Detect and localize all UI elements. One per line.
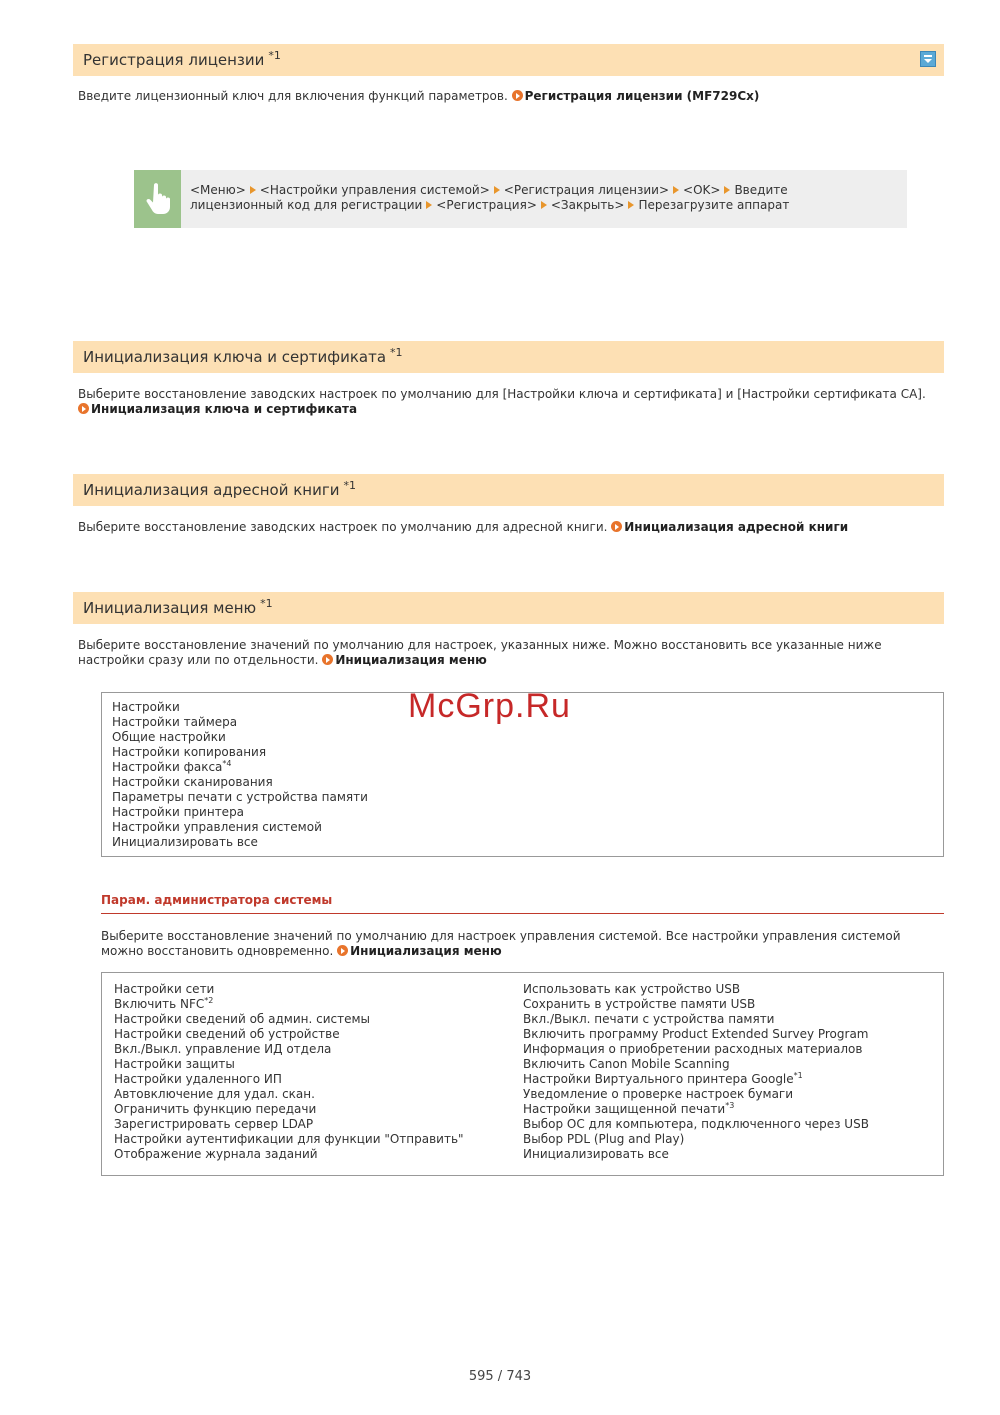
list-item (112, 730, 943, 745)
footnote-mark: *2 (204, 996, 214, 1005)
footnote-mark: *4 (222, 759, 232, 768)
list-item (523, 982, 869, 997)
list-item-label: Инициализировать все (112, 835, 258, 849)
page-separator: / (497, 1369, 503, 1384)
admin-description (101, 929, 944, 959)
list-item-label: Ограничить функцию передачи (114, 1102, 317, 1116)
list-item (114, 1087, 464, 1102)
list-item (523, 1012, 869, 1027)
arrow-icon (250, 186, 256, 194)
list-item (114, 1057, 464, 1072)
list-item-label: Настройки аутентификации для функции "Отправить" (114, 1132, 464, 1146)
description-text: Выберите восстановление заводских настроек по умолчанию для адресной книги. (78, 520, 608, 534)
list-item-label: Настройки принтера (112, 805, 245, 819)
arrow-icon (494, 186, 500, 194)
list-item-label: Настройки (112, 700, 180, 714)
list-item-label: Использовать как устройство USB (523, 982, 741, 996)
list-item-label: Настройки защищенной печати (523, 1102, 726, 1116)
license-description (78, 89, 759, 104)
operation-steps (190, 183, 890, 213)
list-item (114, 1027, 464, 1042)
list-item (112, 745, 943, 760)
link-arrow-icon (512, 90, 523, 101)
list-item (523, 1042, 869, 1057)
list-item (523, 1117, 869, 1132)
step-enter: Введите (734, 183, 788, 197)
description-text: настройки сразу или по отдельности. (78, 653, 319, 667)
section-header-key-cert[interactable] (73, 341, 944, 373)
list-item-label: Вкл./Выкл. управление ИД отдела (114, 1042, 332, 1056)
list-item-label: Включить NFC (114, 997, 205, 1011)
description-text: Выберите восстановление значений по умолчанию для настроек, указанных ниже. Можно восстановить все указанные ниже (78, 638, 882, 652)
list-item (523, 1102, 869, 1117)
list-item-label: Настройки управления системой (112, 820, 322, 834)
collapse-icon[interactable] (920, 51, 936, 67)
arrow-icon (426, 201, 432, 209)
step-enter-cont: лицензионный код для регистрации (190, 198, 423, 212)
list-item-label: Настройки факса (112, 760, 223, 774)
link-arrow-icon (337, 945, 348, 956)
admin-list-right-column (523, 982, 869, 1162)
key-cert-link[interactable]: Инициализация ключа и сертификата (91, 402, 358, 416)
list-item (523, 1027, 869, 1042)
list-item-label: Информация о приобретении расходных материалов (523, 1042, 863, 1056)
section-title: Регистрация лицензии (83, 51, 265, 69)
admin-list-left-column (114, 982, 464, 1162)
footnote-mark: *1 (793, 1071, 803, 1080)
section-title: Инициализация адресной книги (83, 481, 340, 499)
list-item (114, 1117, 464, 1132)
list-item-label: Настройки сканирования (112, 775, 273, 789)
list-item-label: Параметры печати с устройства памяти (112, 790, 368, 804)
list-item (523, 1087, 869, 1102)
current-page: 595 (468, 1369, 494, 1384)
address-book-link[interactable]: Инициализация адресной книги (624, 520, 849, 534)
list-item (523, 1147, 869, 1162)
step-license: <Регистрация лицензии> (503, 183, 670, 197)
list-item (114, 1012, 464, 1027)
list-item (112, 820, 943, 835)
list-item-label: Отображение журнала заданий (114, 1147, 318, 1161)
list-item (112, 760, 943, 775)
step-menu: <Меню> (190, 183, 246, 197)
arrow-icon (541, 201, 547, 209)
list-item (114, 1042, 464, 1057)
list-item (114, 1132, 464, 1147)
list-item-label: Инициализировать все (523, 1147, 669, 1161)
list-item (114, 997, 464, 1012)
list-item (114, 982, 464, 997)
admin-menu-link[interactable]: Инициализация меню (350, 944, 502, 958)
list-item-label: Настройки удаленного ИП (114, 1072, 282, 1086)
arrow-icon (628, 201, 634, 209)
footnote-mark: *1 (343, 479, 356, 492)
list-item-label: Автовключение для удал. скан. (114, 1087, 315, 1101)
section-header-address-book[interactable] (73, 474, 944, 506)
arrow-icon (724, 186, 730, 194)
watermark: McGrp.Ru (408, 687, 571, 725)
description-text: Выберите восстановление значений по умолчанию для настроек управления системой. Все настройки управления системой (101, 929, 901, 943)
admin-subheading: Парам. администратора системы (101, 893, 944, 914)
list-item (523, 997, 869, 1012)
list-item (114, 1072, 464, 1087)
admin-settings-list (101, 972, 944, 1176)
list-item-label: Уведомление о проверке настроек бумаги (523, 1087, 794, 1101)
list-item-label: Выбор ОС для компьютера, подключенного через USB (523, 1117, 869, 1131)
list-item (523, 1057, 869, 1072)
list-item-label: Включить Canon Mobile Scanning (523, 1057, 730, 1071)
list-item (114, 1102, 464, 1117)
list-item-label: Зарегистрировать сервер LDAP (114, 1117, 314, 1131)
footnote-mark: *1 (268, 49, 281, 62)
footnote-mark: *1 (390, 346, 403, 359)
link-arrow-icon (78, 403, 89, 414)
list-item-label: Настройки копирования (112, 745, 267, 759)
address-book-description (78, 520, 848, 535)
list-item (112, 835, 943, 850)
list-item (114, 1147, 464, 1162)
list-item-label: Настройки таймера (112, 715, 238, 729)
license-link[interactable]: Регистрация лицензии (MF729Cx) (524, 89, 760, 103)
list-item-label: Настройки защиты (114, 1057, 235, 1071)
menu-init-description (78, 638, 944, 668)
arrow-icon (673, 186, 679, 194)
description-text: Выберите восстановление заводских настроек по умолчанию для [Настройки ключа и сертификата] и [Настройки сертификата CA]. (78, 387, 926, 401)
section-title: Инициализация меню (83, 599, 257, 617)
list-item-label: Настройки сведений об админ. системы (114, 1012, 371, 1026)
footnote-mark: *3 (725, 1101, 735, 1110)
footnote-mark: *1 (260, 597, 273, 610)
list-item (112, 805, 943, 820)
list-item-label: Сохранить в устройстве памяти USB (523, 997, 756, 1011)
list-item (112, 790, 943, 805)
section-header-license[interactable] (73, 44, 944, 76)
step-restart: Перезагрузите аппарат (638, 198, 790, 212)
list-item-label: Вкл./Выкл. печати с устройства памяти (523, 1012, 775, 1026)
description-text: Введите лицензионный ключ для включения функций параметров. (78, 89, 508, 103)
list-item (112, 775, 943, 790)
key-cert-description (78, 387, 944, 417)
total-pages: 743 (506, 1369, 532, 1384)
list-item-label: Включить программу Product Extended Survey Program (523, 1027, 869, 1041)
list-item (523, 1072, 869, 1087)
list-item-label: Общие настройки (112, 730, 226, 744)
step-register: <Регистрация> (436, 198, 537, 212)
list-item-label: Выбор PDL (Plug and Play) (523, 1132, 685, 1146)
link-arrow-icon (322, 654, 333, 665)
step-system-settings: <Настройки управления системой> (259, 183, 490, 197)
list-item-label: Настройки сети (114, 982, 215, 996)
list-item-label: Настройки Виртуального принтера Google (523, 1072, 794, 1086)
section-header-menu-init[interactable] (73, 592, 944, 624)
step-close: <Закрыть> (550, 198, 625, 212)
section-title: Инициализация ключа и сертификата (83, 348, 387, 366)
list-item-label: Настройки сведений об устройстве (114, 1027, 340, 1041)
description-text: можно восстановить одновременно. (101, 944, 334, 958)
step-ok: <OK> (683, 183, 721, 197)
touch-hand-icon (134, 170, 181, 228)
page-number (0, 1369, 1000, 1384)
list-item (523, 1132, 869, 1147)
operation-panel (134, 170, 907, 228)
menu-init-link[interactable]: Инициализация меню (335, 653, 487, 667)
link-arrow-icon (611, 521, 622, 532)
